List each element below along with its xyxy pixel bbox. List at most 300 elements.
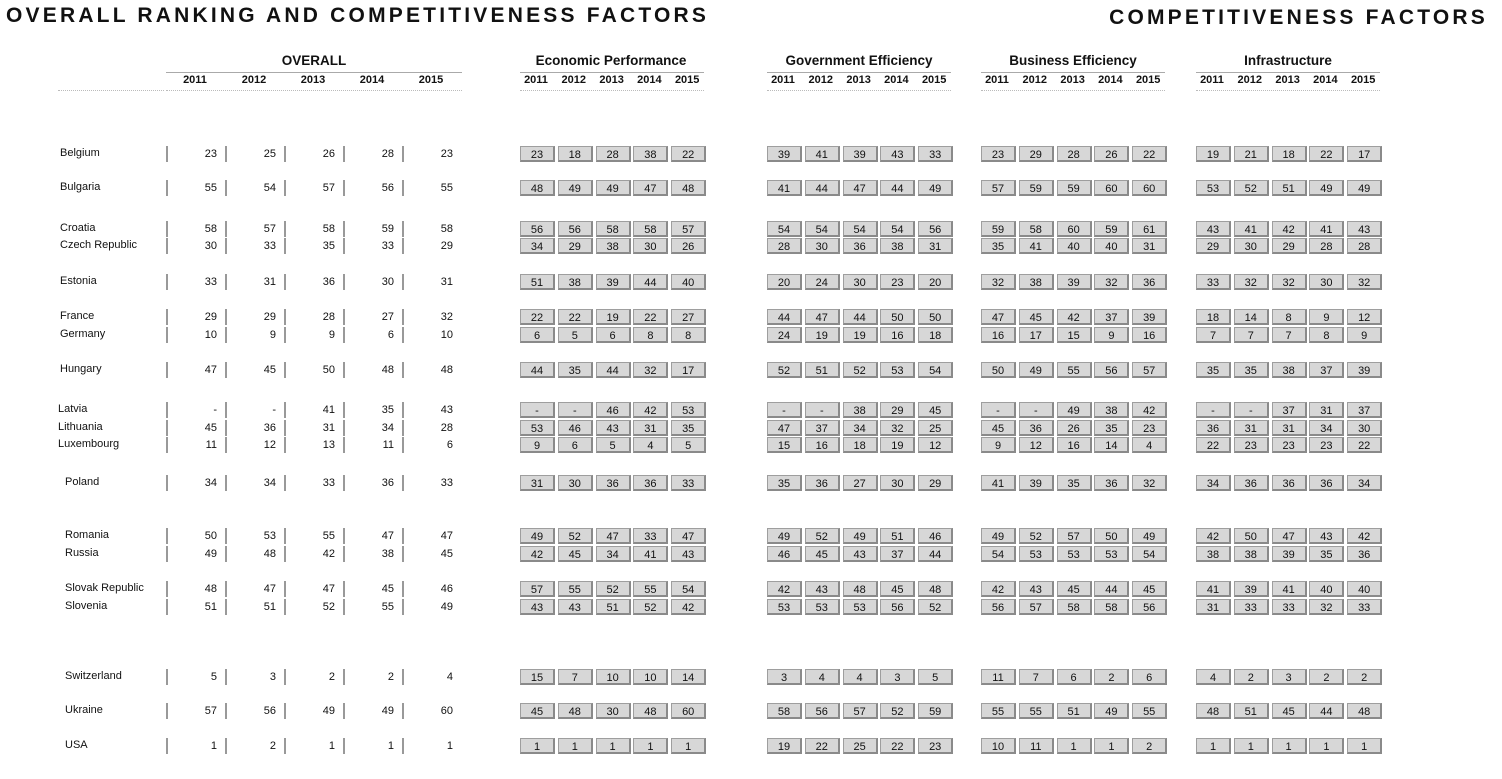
rank-cell-infrastructure: 51 bbox=[1272, 180, 1307, 196]
rank-cell-infrastructure: 44 bbox=[1309, 703, 1344, 719]
rank-cell-business: 12 bbox=[1019, 437, 1054, 453]
country-label: Ukraine bbox=[65, 704, 103, 716]
rank-cell-government: 34 bbox=[843, 420, 878, 436]
rank-cell-infrastructure: 19 bbox=[1196, 146, 1231, 162]
rank-cell-infrastructure: 53 bbox=[1196, 180, 1231, 196]
rank-cell-overall: 31 bbox=[402, 274, 459, 290]
rank-cell-economic: 6 bbox=[558, 437, 593, 453]
rank-cell-infrastructure: 31 bbox=[1234, 420, 1269, 436]
rank-cell-government: 59 bbox=[918, 703, 953, 719]
rank-cell-overall: 33 bbox=[402, 475, 459, 491]
rank-cell-economic: 30 bbox=[633, 238, 668, 254]
rank-cell-business: 36 bbox=[1132, 274, 1167, 290]
rank-cell-infrastructure: 1 bbox=[1309, 738, 1344, 754]
rank-cell-infrastructure: 35 bbox=[1309, 546, 1344, 562]
rank-cell-infrastructure: 30 bbox=[1309, 274, 1344, 290]
rank-cell-infrastructure: 48 bbox=[1196, 703, 1231, 719]
rank-cell-business: 9 bbox=[1094, 327, 1129, 343]
year-header-economic-2012: 2012 bbox=[561, 74, 587, 86]
rank-cell-business: - bbox=[1019, 402, 1054, 418]
rank-cell-infrastructure: 34 bbox=[1347, 475, 1382, 491]
rank-cell-infrastructure: 37 bbox=[1309, 362, 1344, 378]
rank-cell-business: 60 bbox=[1132, 180, 1167, 196]
country-label: USA bbox=[65, 739, 88, 751]
rank-cell-infrastructure: 38 bbox=[1272, 362, 1307, 378]
rank-cell-overall: 38 bbox=[343, 546, 400, 562]
rank-cell-economic: 34 bbox=[596, 546, 631, 562]
rank-cell-business: 49 bbox=[1132, 528, 1167, 544]
rank-cell-business: 1 bbox=[1094, 738, 1129, 754]
rank-cell-government: 49 bbox=[918, 180, 953, 196]
rank-cell-government: 43 bbox=[843, 546, 878, 562]
rank-cell-business: 56 bbox=[1132, 599, 1167, 615]
rank-cell-economic: 1 bbox=[596, 738, 631, 754]
rank-cell-infrastructure: 18 bbox=[1196, 309, 1231, 325]
rank-cell-infrastructure: 33 bbox=[1196, 274, 1231, 290]
rank-cell-government: 42 bbox=[767, 581, 802, 597]
rank-cell-government: 24 bbox=[805, 274, 840, 290]
rank-cell-government: 22 bbox=[880, 738, 915, 754]
rank-cell-overall: 34 bbox=[343, 420, 400, 436]
rank-cell-economic: 52 bbox=[558, 528, 593, 544]
rank-cell-government: 44 bbox=[767, 309, 802, 325]
rank-cell-overall: 30 bbox=[166, 238, 223, 254]
rank-cell-economic: 49 bbox=[558, 180, 593, 196]
rank-cell-economic: 29 bbox=[558, 238, 593, 254]
year-header-government-2011: 2011 bbox=[771, 74, 795, 86]
rank-cell-business: 59 bbox=[1094, 221, 1129, 237]
rank-cell-government: 48 bbox=[843, 581, 878, 597]
rank-cell-economic: 28 bbox=[596, 146, 631, 162]
rank-cell-infrastructure: 12 bbox=[1347, 309, 1382, 325]
group-rule bbox=[767, 72, 951, 73]
rank-cell-business: 6 bbox=[1057, 669, 1092, 685]
header-rule bbox=[1196, 90, 1380, 91]
rank-cell-business: 40 bbox=[1094, 238, 1129, 254]
rank-cell-overall: 3 bbox=[225, 669, 282, 685]
rank-cell-infrastructure: 32 bbox=[1234, 274, 1269, 290]
rank-cell-economic: 60 bbox=[671, 703, 706, 719]
rank-cell-government: 54 bbox=[805, 221, 840, 237]
rank-cell-business: 54 bbox=[981, 546, 1016, 562]
rank-cell-business: 38 bbox=[1094, 402, 1129, 418]
rank-cell-business: 53 bbox=[1094, 546, 1129, 562]
rank-cell-economic: 42 bbox=[671, 599, 706, 615]
group-rule bbox=[520, 72, 704, 73]
rank-cell-government: 30 bbox=[805, 238, 840, 254]
rank-cell-economic: 42 bbox=[520, 546, 555, 562]
country-label: Slovenia bbox=[65, 600, 108, 612]
column-group-business: Business Efficiency bbox=[1009, 53, 1137, 68]
rank-cell-economic: 44 bbox=[520, 362, 555, 378]
rank-cell-overall: - bbox=[225, 402, 282, 418]
rank-cell-business: 58 bbox=[1057, 599, 1092, 615]
rank-cell-government: 22 bbox=[805, 738, 840, 754]
year-header-infrastructure-2013: 2013 bbox=[1275, 74, 1300, 86]
rank-cell-business: 57 bbox=[1057, 528, 1092, 544]
rank-cell-infrastructure: 8 bbox=[1309, 327, 1344, 343]
rank-cell-overall: 1 bbox=[166, 738, 223, 754]
rank-cell-economic: 1 bbox=[520, 738, 555, 754]
rank-cell-business: 49 bbox=[981, 528, 1016, 544]
rank-cell-overall: - bbox=[166, 402, 223, 418]
rank-cell-overall: 27 bbox=[343, 309, 400, 325]
rank-cell-infrastructure: 1 bbox=[1234, 738, 1269, 754]
rank-cell-infrastructure: 3 bbox=[1272, 669, 1307, 685]
rank-cell-economic: 56 bbox=[520, 221, 555, 237]
rank-cell-overall: 5 bbox=[166, 669, 223, 685]
rank-cell-overall: 11 bbox=[166, 437, 223, 453]
rank-cell-economic: 33 bbox=[671, 475, 706, 491]
rank-cell-business: 60 bbox=[1094, 180, 1129, 196]
rank-cell-government: 20 bbox=[767, 274, 802, 290]
rank-cell-economic: 49 bbox=[596, 180, 631, 196]
rank-cell-business: 44 bbox=[1094, 581, 1129, 597]
rank-cell-infrastructure: 33 bbox=[1347, 599, 1382, 615]
rank-cell-government: 48 bbox=[918, 581, 953, 597]
rank-cell-economic: 48 bbox=[671, 180, 706, 196]
group-rule bbox=[166, 72, 462, 73]
rank-cell-economic: 42 bbox=[633, 402, 668, 418]
rank-cell-infrastructure: 50 bbox=[1234, 528, 1269, 544]
rank-cell-economic: 6 bbox=[520, 327, 555, 343]
rank-cell-economic: 46 bbox=[596, 402, 631, 418]
rank-cell-business: 55 bbox=[1019, 703, 1054, 719]
year-header-overall-2015: 2015 bbox=[418, 74, 444, 86]
country-label: Germany bbox=[60, 328, 106, 340]
rank-cell-infrastructure: 42 bbox=[1272, 221, 1307, 237]
rank-cell-economic: 51 bbox=[520, 274, 555, 290]
rank-cell-government: 52 bbox=[918, 599, 953, 615]
rank-cell-overall: 26 bbox=[284, 146, 341, 162]
country-label: Czech Republic bbox=[60, 239, 138, 251]
rank-cell-government: 37 bbox=[880, 546, 915, 562]
rank-cell-infrastructure: 7 bbox=[1234, 327, 1269, 343]
rank-cell-government: 56 bbox=[805, 703, 840, 719]
rank-cell-economic: 55 bbox=[558, 581, 593, 597]
year-header-economic-2013: 2013 bbox=[599, 74, 624, 86]
year-header-business-2014: 2014 bbox=[1098, 74, 1123, 86]
rank-cell-infrastructure: 45 bbox=[1272, 703, 1307, 719]
rank-cell-economic: 19 bbox=[596, 309, 631, 325]
rank-cell-government: 18 bbox=[918, 327, 953, 343]
rank-cell-infrastructure: 37 bbox=[1347, 402, 1382, 418]
year-header-government-2014: 2014 bbox=[884, 74, 909, 86]
year-header-overall-2014: 2014 bbox=[359, 74, 385, 86]
rank-cell-government: 20 bbox=[918, 274, 953, 290]
rank-cell-infrastructure: 43 bbox=[1309, 528, 1344, 544]
year-header-business-2015: 2015 bbox=[1135, 74, 1161, 86]
country-label: Hungary bbox=[60, 363, 102, 375]
column-group-infrastructure: Infrastructure bbox=[1244, 53, 1332, 68]
rank-cell-infrastructure: 23 bbox=[1234, 437, 1269, 453]
rank-cell-government: 36 bbox=[843, 238, 878, 254]
rank-cell-government: 45 bbox=[805, 546, 840, 562]
rank-cell-economic: 43 bbox=[558, 599, 593, 615]
rank-cell-government: 46 bbox=[918, 528, 953, 544]
rank-cell-overall: 35 bbox=[343, 402, 400, 418]
rank-cell-government: 16 bbox=[880, 327, 915, 343]
rank-cell-business: 50 bbox=[981, 362, 1016, 378]
rank-cell-infrastructure: 30 bbox=[1347, 420, 1382, 436]
rank-cell-infrastructure: 38 bbox=[1196, 546, 1231, 562]
rank-cell-overall: 58 bbox=[402, 221, 459, 237]
rank-cell-infrastructure: 9 bbox=[1347, 327, 1382, 343]
rank-cell-overall: 59 bbox=[343, 221, 400, 237]
rank-cell-overall: 31 bbox=[284, 420, 341, 436]
rank-cell-economic: 34 bbox=[520, 238, 555, 254]
rank-cell-overall: 1 bbox=[402, 738, 459, 754]
rank-cell-overall: 29 bbox=[166, 309, 223, 325]
rank-cell-infrastructure: 31 bbox=[1309, 402, 1344, 418]
rank-cell-business: 36 bbox=[1019, 420, 1054, 436]
rank-cell-infrastructure: 32 bbox=[1272, 274, 1307, 290]
rank-cell-infrastructure: 39 bbox=[1234, 581, 1269, 597]
rank-cell-infrastructure: 18 bbox=[1272, 146, 1307, 162]
rank-cell-business: 61 bbox=[1132, 221, 1167, 237]
rank-cell-economic: 9 bbox=[520, 437, 555, 453]
rank-cell-business: 55 bbox=[1057, 362, 1092, 378]
rank-cell-government: 19 bbox=[843, 327, 878, 343]
rank-cell-government: 54 bbox=[767, 221, 802, 237]
rank-cell-infrastructure: 49 bbox=[1309, 180, 1344, 196]
rank-cell-business: 39 bbox=[1132, 309, 1167, 325]
rank-cell-infrastructure: 41 bbox=[1272, 581, 1307, 597]
rank-cell-infrastructure: 7 bbox=[1272, 327, 1307, 343]
rank-cell-government: 41 bbox=[805, 146, 840, 162]
rank-cell-government: - bbox=[767, 402, 802, 418]
rank-cell-overall: 2 bbox=[284, 669, 341, 685]
rank-cell-infrastructure: 52 bbox=[1234, 180, 1269, 196]
rank-cell-economic: 31 bbox=[633, 420, 668, 436]
rank-cell-business: 7 bbox=[1019, 669, 1054, 685]
rank-cell-economic: 10 bbox=[596, 669, 631, 685]
rank-cell-business: 38 bbox=[1019, 274, 1054, 290]
rank-cell-business: 60 bbox=[1057, 221, 1092, 237]
rank-cell-overall: 60 bbox=[402, 703, 459, 719]
rank-cell-business: 42 bbox=[1132, 402, 1167, 418]
rank-cell-government: 53 bbox=[767, 599, 802, 615]
rank-cell-government: 46 bbox=[767, 546, 802, 562]
rank-cell-overall: 49 bbox=[284, 703, 341, 719]
rank-cell-overall: 23 bbox=[402, 146, 459, 162]
rank-cell-overall: 33 bbox=[225, 238, 282, 254]
rank-cell-economic: 56 bbox=[558, 221, 593, 237]
rank-cell-business: 11 bbox=[981, 669, 1016, 685]
rank-cell-government: 28 bbox=[767, 238, 802, 254]
country-label: Latvia bbox=[58, 403, 88, 415]
rank-cell-overall: 47 bbox=[166, 362, 223, 378]
rank-cell-business: 2 bbox=[1094, 669, 1129, 685]
rank-cell-business: 31 bbox=[1132, 238, 1167, 254]
rank-cell-business: 51 bbox=[1057, 703, 1092, 719]
rank-cell-overall: 34 bbox=[166, 475, 223, 491]
rank-cell-infrastructure: - bbox=[1234, 402, 1269, 418]
rank-cell-government: 56 bbox=[880, 599, 915, 615]
rank-cell-government: 23 bbox=[918, 738, 953, 754]
rank-cell-business: 14 bbox=[1094, 437, 1129, 453]
rank-cell-business: 47 bbox=[981, 309, 1016, 325]
rank-cell-economic: 45 bbox=[558, 546, 593, 562]
column-group-economic: Economic Performance bbox=[535, 53, 687, 68]
rank-cell-overall: 12 bbox=[225, 437, 282, 453]
rank-cell-business: 6 bbox=[1132, 669, 1167, 685]
rank-cell-government: 53 bbox=[880, 362, 915, 378]
rank-cell-economic: 40 bbox=[671, 274, 706, 290]
rank-cell-business: 53 bbox=[1057, 546, 1092, 562]
rank-cell-economic: 5 bbox=[671, 437, 706, 453]
rank-cell-overall: 28 bbox=[284, 309, 341, 325]
rank-cell-infrastructure: 37 bbox=[1272, 402, 1307, 418]
year-header-government-2012: 2012 bbox=[808, 74, 834, 86]
rank-cell-infrastructure: 33 bbox=[1272, 599, 1307, 615]
rank-cell-infrastructure: 36 bbox=[1309, 475, 1344, 491]
year-header-economic-2011: 2011 bbox=[524, 74, 548, 86]
rank-cell-economic: 33 bbox=[633, 528, 668, 544]
rank-cell-government: 50 bbox=[918, 309, 953, 325]
rank-cell-overall: 32 bbox=[402, 309, 459, 325]
rank-cell-economic: 38 bbox=[633, 146, 668, 162]
rank-cell-business: 59 bbox=[1057, 180, 1092, 196]
rank-cell-overall: 46 bbox=[402, 581, 459, 597]
column-group-overall: OVERALL bbox=[281, 53, 347, 68]
rank-cell-economic: 17 bbox=[671, 362, 706, 378]
rank-cell-overall: 1 bbox=[284, 738, 341, 754]
rank-cell-business: 1 bbox=[1057, 738, 1092, 754]
rank-cell-business: 57 bbox=[1019, 599, 1054, 615]
rank-cell-business: 35 bbox=[1057, 475, 1092, 491]
rank-cell-business: 59 bbox=[1019, 180, 1054, 196]
rank-cell-business: 11 bbox=[1019, 738, 1054, 754]
rank-cell-economic: 10 bbox=[633, 669, 668, 685]
rank-cell-infrastructure: 9 bbox=[1309, 309, 1344, 325]
rank-cell-business: - bbox=[981, 402, 1016, 418]
rank-cell-infrastructure: 31 bbox=[1196, 599, 1231, 615]
rank-cell-overall: 45 bbox=[343, 581, 400, 597]
rank-cell-government: 58 bbox=[767, 703, 802, 719]
rank-cell-government: 57 bbox=[843, 703, 878, 719]
rank-cell-business: 16 bbox=[1057, 437, 1092, 453]
rank-cell-overall: 45 bbox=[402, 546, 459, 562]
rank-cell-government: 19 bbox=[767, 738, 802, 754]
rank-cell-economic: 7 bbox=[558, 669, 593, 685]
rank-cell-government: 51 bbox=[880, 528, 915, 544]
rank-cell-infrastructure: 43 bbox=[1347, 221, 1382, 237]
rank-cell-infrastructure: 4 bbox=[1196, 669, 1231, 685]
header-rule bbox=[166, 90, 462, 91]
rank-cell-overall: 55 bbox=[343, 599, 400, 615]
rank-cell-government: 49 bbox=[843, 528, 878, 544]
rank-cell-business: 39 bbox=[1019, 475, 1054, 491]
country-label: Romania bbox=[65, 529, 110, 541]
country-label: Switzerland bbox=[65, 670, 122, 682]
rank-cell-infrastructure: 2 bbox=[1309, 669, 1344, 685]
rank-cell-government: 52 bbox=[767, 362, 802, 378]
rank-cell-government: 32 bbox=[880, 420, 915, 436]
rank-cell-economic: 47 bbox=[671, 528, 706, 544]
rank-cell-overall: 28 bbox=[402, 420, 459, 436]
rank-cell-infrastructure: 41 bbox=[1234, 221, 1269, 237]
header-rule bbox=[981, 90, 1165, 91]
rank-cell-infrastructure: 43 bbox=[1196, 221, 1231, 237]
rank-cell-economic: 36 bbox=[596, 475, 631, 491]
rank-cell-economic: 53 bbox=[671, 402, 706, 418]
rank-cell-business: 57 bbox=[981, 180, 1016, 196]
year-header-government-2013: 2013 bbox=[846, 74, 871, 86]
rank-cell-business: 45 bbox=[1132, 581, 1167, 597]
rank-cell-business: 50 bbox=[1094, 528, 1129, 544]
country-label: Slovak Republic bbox=[65, 582, 144, 594]
rank-cell-overall: 6 bbox=[343, 327, 400, 343]
country-label: Poland bbox=[65, 476, 100, 488]
header-rule bbox=[767, 90, 951, 91]
year-header-infrastructure-2014: 2014 bbox=[1313, 74, 1338, 86]
rank-cell-infrastructure: 49 bbox=[1347, 180, 1382, 196]
rank-cell-overall: 48 bbox=[166, 581, 223, 597]
rank-cell-business: 58 bbox=[1019, 221, 1054, 237]
rank-cell-infrastructure: 1 bbox=[1272, 738, 1307, 754]
rank-cell-economic: 53 bbox=[520, 420, 555, 436]
rank-cell-infrastructure: 28 bbox=[1309, 238, 1344, 254]
rank-cell-economic: 5 bbox=[558, 327, 593, 343]
rank-cell-government: 47 bbox=[805, 309, 840, 325]
rank-cell-infrastructure: 41 bbox=[1196, 581, 1231, 597]
year-header-business-2011: 2011 bbox=[985, 74, 1009, 86]
rank-cell-overall: 53 bbox=[225, 528, 282, 544]
rank-cell-infrastructure: 34 bbox=[1309, 420, 1344, 436]
rank-cell-overall: 45 bbox=[225, 362, 282, 378]
rank-cell-government: 29 bbox=[880, 402, 915, 418]
rank-cell-government: 15 bbox=[767, 437, 802, 453]
rank-cell-overall: 36 bbox=[225, 420, 282, 436]
rank-cell-government: 31 bbox=[918, 238, 953, 254]
rank-cell-economic: 18 bbox=[558, 146, 593, 162]
year-header-infrastructure-2011: 2011 bbox=[1200, 74, 1224, 86]
rank-cell-economic: 15 bbox=[520, 669, 555, 685]
rank-cell-business: 2 bbox=[1132, 738, 1167, 754]
rank-cell-overall: 29 bbox=[402, 238, 459, 254]
rank-cell-infrastructure: 22 bbox=[1196, 437, 1231, 453]
rank-cell-business: 15 bbox=[1057, 327, 1092, 343]
rank-cell-overall: 33 bbox=[343, 238, 400, 254]
rank-cell-infrastructure: 36 bbox=[1234, 475, 1269, 491]
rank-cell-economic: 47 bbox=[596, 528, 631, 544]
country-label: Lithuania bbox=[58, 421, 103, 433]
rank-cell-government: 30 bbox=[843, 274, 878, 290]
rank-cell-infrastructure: 40 bbox=[1309, 581, 1344, 597]
rank-cell-overall: 56 bbox=[225, 703, 282, 719]
rank-cell-economic: 46 bbox=[558, 420, 593, 436]
rank-cell-business: 58 bbox=[1094, 599, 1129, 615]
country-label: Luxembourg bbox=[58, 438, 120, 450]
rank-cell-economic: 52 bbox=[633, 599, 668, 615]
rank-cell-infrastructure: 29 bbox=[1272, 238, 1307, 254]
country-label: Russia bbox=[65, 547, 99, 559]
rank-cell-business: 59 bbox=[981, 221, 1016, 237]
rank-cell-infrastructure: 32 bbox=[1309, 599, 1344, 615]
rank-cell-infrastructure: 35 bbox=[1234, 362, 1269, 378]
section-title: COMPETITIVENESS FACTORS bbox=[1109, 6, 1488, 29]
rank-cell-government: 56 bbox=[918, 221, 953, 237]
rank-cell-economic: 43 bbox=[520, 599, 555, 615]
rank-cell-economic: 30 bbox=[558, 475, 593, 491]
rank-cell-business: 49 bbox=[1057, 402, 1092, 418]
rank-cell-infrastructure: 1 bbox=[1347, 738, 1382, 754]
rank-cell-infrastructure: 34 bbox=[1196, 475, 1231, 491]
rank-cell-government: - bbox=[805, 402, 840, 418]
rank-cell-economic: 1 bbox=[671, 738, 706, 754]
rank-cell-infrastructure: 8 bbox=[1272, 309, 1307, 325]
